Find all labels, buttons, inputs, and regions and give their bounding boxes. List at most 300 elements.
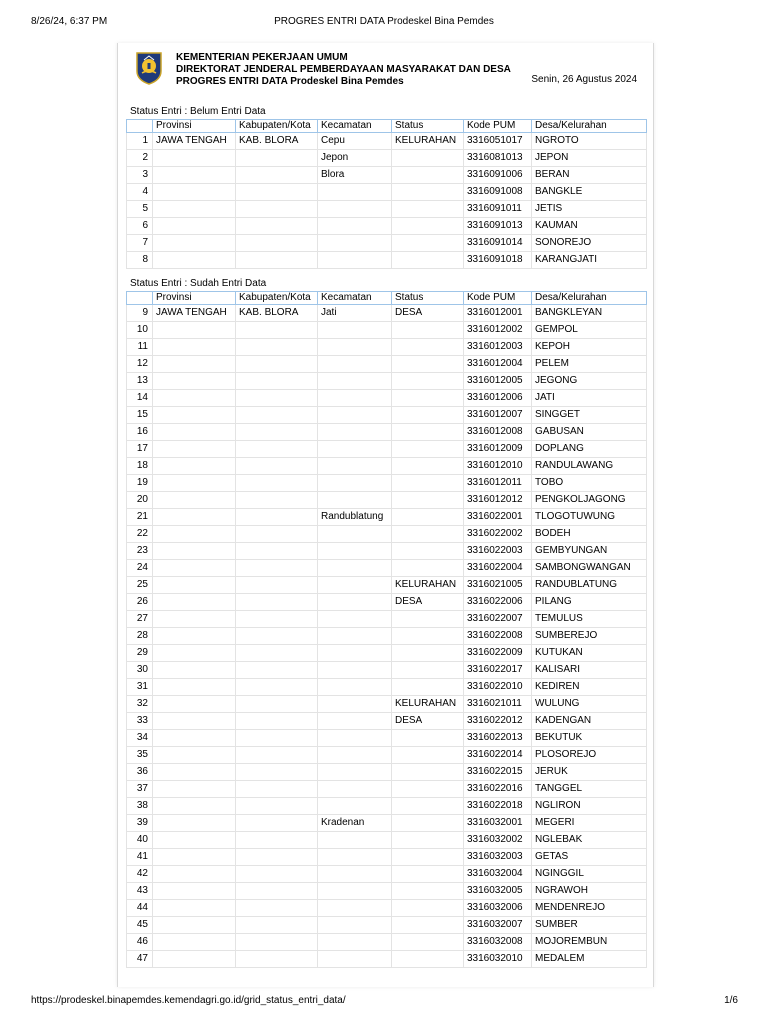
provinsi-cell (153, 356, 236, 373)
desa-cell: JEPON (532, 150, 647, 167)
row-number: 7 (127, 235, 153, 252)
provinsi-cell (153, 917, 236, 934)
kabupaten-cell (236, 184, 318, 201)
kecamatan-cell: Randublatung (318, 509, 392, 526)
desa-cell: JATI (532, 390, 647, 407)
kabupaten-cell (236, 696, 318, 713)
kode-pum-cell: 3316012002 (464, 322, 532, 339)
kabupaten-cell (236, 747, 318, 764)
desa-cell: JEGONG (532, 373, 647, 390)
kecamatan-cell (318, 628, 392, 645)
kecamatan-cell (318, 184, 392, 201)
table-row (127, 150, 647, 167)
table-row (127, 577, 647, 594)
kecamatan-cell (318, 458, 392, 475)
status-cell (392, 407, 464, 424)
provinsi-cell (153, 201, 236, 218)
provinsi-cell (153, 577, 236, 594)
desa-cell: PENGKOLJAGONG (532, 492, 647, 509)
kode-pum-cell: 3316022018 (464, 798, 532, 815)
directorate-name: DIREKTORAT JENDERAL PEMBERDAYAAN MASYARAKAT DAN DESA (176, 64, 511, 75)
kabupaten-cell (236, 492, 318, 509)
provinsi-cell (153, 883, 236, 900)
row-number: 4 (127, 184, 153, 201)
status-cell (392, 611, 464, 628)
status-cell (392, 184, 464, 201)
print-title: PROGRES ENTRI DATA Prodeskel Bina Pemdes (274, 16, 494, 27)
desa-cell: KARANGJATI (532, 252, 647, 269)
provinsi-cell (153, 645, 236, 662)
row-number: 29 (127, 645, 153, 662)
desa-cell: KALISARI (532, 662, 647, 679)
provinsi-cell (153, 713, 236, 730)
ministry-name: KEMENTERIAN PEKERJAAN UMUM (176, 52, 348, 63)
kode-pum-cell: 3316022010 (464, 679, 532, 696)
row-number: 13 (127, 373, 153, 390)
kode-pum-cell: 3316032001 (464, 815, 532, 832)
status-cell (392, 356, 464, 373)
row-number: 46 (127, 934, 153, 951)
desa-cell: JETIS (532, 201, 647, 218)
desa-cell: PILANG (532, 594, 647, 611)
section-title: Status Entri : Sudah Entri Data (130, 278, 267, 289)
kecamatan-cell (318, 201, 392, 218)
table-row (127, 815, 647, 832)
kecamatan-cell (318, 883, 392, 900)
status-cell: DESA (392, 305, 464, 322)
kabupaten-cell (236, 934, 318, 951)
status-cell (392, 543, 464, 560)
kecamatan-cell (318, 611, 392, 628)
kode-pum-cell: 3316022003 (464, 543, 532, 560)
kecamatan-cell (318, 747, 392, 764)
desa-cell: KADENGAN (532, 713, 647, 730)
status-table (126, 291, 647, 968)
desa-cell: SUMBEREJO (532, 628, 647, 645)
col-header-kabupaten: Kabupaten/Kota (236, 292, 318, 305)
kode-pum-cell: 3316032004 (464, 866, 532, 883)
row-number: 40 (127, 832, 153, 849)
kode-pum-cell: 3316021011 (464, 696, 532, 713)
kecamatan-cell (318, 424, 392, 441)
table-row (127, 832, 647, 849)
row-number: 30 (127, 662, 153, 679)
kabupaten-cell (236, 849, 318, 866)
status-cell (392, 951, 464, 968)
kode-pum-cell: 3316012003 (464, 339, 532, 356)
desa-cell: MENDENREJO (532, 900, 647, 917)
kode-pum-cell: 3316051017 (464, 133, 532, 150)
kecamatan-cell (318, 696, 392, 713)
status-cell (392, 815, 464, 832)
provinsi-cell (153, 747, 236, 764)
table-row (127, 356, 647, 373)
kabupaten-cell (236, 883, 318, 900)
row-number: 41 (127, 849, 153, 866)
kecamatan-cell (318, 475, 392, 492)
desa-cell: JERUK (532, 764, 647, 781)
kode-pum-cell: 3316022004 (464, 560, 532, 577)
table-row (127, 424, 647, 441)
row-number: 28 (127, 628, 153, 645)
kabupaten-cell (236, 951, 318, 968)
col-header-status: Status (392, 120, 464, 133)
status-cell: KELURAHAN (392, 696, 464, 713)
kode-pum-cell: 3316012011 (464, 475, 532, 492)
kecamatan-cell (318, 492, 392, 509)
table-row (127, 339, 647, 356)
table-body (127, 133, 647, 269)
kabupaten-cell (236, 373, 318, 390)
kode-pum-cell: 3316022007 (464, 611, 532, 628)
provinsi-cell (153, 543, 236, 560)
status-cell (392, 390, 464, 407)
status-cell (392, 866, 464, 883)
provinsi-cell: JAWA TENGAH (153, 133, 236, 150)
provinsi-cell (153, 218, 236, 235)
table-row (127, 560, 647, 577)
kabupaten-cell (236, 866, 318, 883)
kode-pum-cell: 3316022015 (464, 764, 532, 781)
col-header-kode-pum: Kode PUM (464, 120, 532, 133)
kecamatan-cell (318, 679, 392, 696)
kabupaten-cell (236, 832, 318, 849)
status-cell (392, 764, 464, 781)
provinsi-cell (153, 150, 236, 167)
section-belum-entri (126, 105, 645, 269)
table-row (127, 322, 647, 339)
desa-cell: BERAN (532, 167, 647, 184)
kabupaten-cell (236, 798, 318, 815)
kabupaten-cell (236, 781, 318, 798)
provinsi-cell (153, 798, 236, 815)
kabupaten-cell (236, 679, 318, 696)
table-row (127, 611, 647, 628)
row-number: 37 (127, 781, 153, 798)
kode-pum-cell: 3316012006 (464, 390, 532, 407)
kabupaten-cell: KAB. BLORA (236, 305, 318, 322)
kecamatan-cell (318, 339, 392, 356)
provinsi-cell (153, 458, 236, 475)
table-row (127, 235, 647, 252)
provinsi-cell (153, 866, 236, 883)
table-row (127, 167, 647, 184)
provinsi-cell (153, 662, 236, 679)
provinsi-cell (153, 322, 236, 339)
kabupaten-cell (236, 526, 318, 543)
kabupaten-cell (236, 424, 318, 441)
table-row (127, 458, 647, 475)
desa-cell: GEMBYUNGAN (532, 543, 647, 560)
kode-pum-cell: 3316032010 (464, 951, 532, 968)
kecamatan-cell (318, 730, 392, 747)
row-number: 34 (127, 730, 153, 747)
status-cell (392, 900, 464, 917)
table-row (127, 645, 647, 662)
row-number: 20 (127, 492, 153, 509)
desa-cell: KAUMAN (532, 218, 647, 235)
page-url: https://prodeskel.binapemdes.kemendagri.go.id/grid_status_entri_data/ (31, 995, 346, 1006)
desa-cell: KEPOH (532, 339, 647, 356)
kode-pum-cell: 3316091006 (464, 167, 532, 184)
desa-cell: NGINGGIL (532, 866, 647, 883)
kecamatan-cell (318, 713, 392, 730)
kabupaten-cell (236, 713, 318, 730)
row-number: 35 (127, 747, 153, 764)
kabupaten-cell (236, 594, 318, 611)
desa-cell: DOPLANG (532, 441, 647, 458)
row-number: 31 (127, 679, 153, 696)
status-cell (392, 832, 464, 849)
kecamatan-cell (318, 252, 392, 269)
kecamatan-cell (318, 218, 392, 235)
status-cell (392, 339, 464, 356)
row-number: 43 (127, 883, 153, 900)
status-cell: KELURAHAN (392, 133, 464, 150)
status-cell (392, 235, 464, 252)
kecamatan-cell (318, 390, 392, 407)
provinsi-cell (153, 611, 236, 628)
kode-pum-cell: 3316012007 (464, 407, 532, 424)
report-date: Senin, 26 Agustus 2024 (531, 74, 637, 85)
kode-pum-cell: 3316032006 (464, 900, 532, 917)
status-cell (392, 781, 464, 798)
desa-cell: MOJOREMBUN (532, 934, 647, 951)
row-number: 15 (127, 407, 153, 424)
kabupaten-cell (236, 218, 318, 235)
table-row (127, 679, 647, 696)
kabupaten-cell (236, 560, 318, 577)
provinsi-cell (153, 934, 236, 951)
print-footer (0, 995, 768, 1009)
kabupaten-cell (236, 167, 318, 184)
status-cell (392, 917, 464, 934)
row-number: 18 (127, 458, 153, 475)
desa-cell: NGLEBAK (532, 832, 647, 849)
provinsi-cell (153, 424, 236, 441)
status-cell (392, 662, 464, 679)
row-number: 12 (127, 356, 153, 373)
table-row (127, 133, 647, 150)
kabupaten-cell (236, 577, 318, 594)
table-row (127, 628, 647, 645)
row-number: 22 (127, 526, 153, 543)
kabupaten-cell (236, 235, 318, 252)
desa-cell: TLOGOTUWUNG (532, 509, 647, 526)
kode-pum-cell: 3316032002 (464, 832, 532, 849)
row-number: 11 (127, 339, 153, 356)
table-row (127, 764, 647, 781)
row-number: 33 (127, 713, 153, 730)
status-cell (392, 441, 464, 458)
kode-pum-cell: 3316032005 (464, 883, 532, 900)
row-number: 9 (127, 305, 153, 322)
kemendagri-emblem-icon (134, 51, 164, 85)
col-header-no (127, 120, 153, 133)
table-row (127, 781, 647, 798)
status-cell (392, 373, 464, 390)
provinsi-cell (153, 900, 236, 917)
kabupaten-cell (236, 201, 318, 218)
kode-pum-cell: 3316091011 (464, 201, 532, 218)
report-heading (176, 52, 511, 88)
table-row (127, 407, 647, 424)
table-row (127, 526, 647, 543)
row-number: 23 (127, 543, 153, 560)
desa-cell: PELEM (532, 356, 647, 373)
status-cell (392, 679, 464, 696)
status-cell (392, 322, 464, 339)
status-cell (392, 458, 464, 475)
provinsi-cell (153, 730, 236, 747)
row-number: 39 (127, 815, 153, 832)
provinsi-cell (153, 781, 236, 798)
kabupaten-cell: KAB. BLORA (236, 133, 318, 150)
kode-pum-cell: 3316022008 (464, 628, 532, 645)
kabupaten-cell (236, 322, 318, 339)
row-number: 45 (127, 917, 153, 934)
row-number: 26 (127, 594, 153, 611)
desa-cell: SUMBER (532, 917, 647, 934)
kode-pum-cell: 3316022017 (464, 662, 532, 679)
kecamatan-cell: Cepu (318, 133, 392, 150)
status-cell (392, 252, 464, 269)
kode-pum-cell: 3316032008 (464, 934, 532, 951)
table-body (127, 305, 647, 968)
status-cell (392, 150, 464, 167)
kabupaten-cell (236, 815, 318, 832)
kode-pum-cell: 3316022016 (464, 781, 532, 798)
kecamatan-cell (318, 577, 392, 594)
kecamatan-cell (318, 917, 392, 934)
table-row (127, 849, 647, 866)
kode-pum-cell: 3316022013 (464, 730, 532, 747)
kecamatan-cell (318, 866, 392, 883)
table-row (127, 475, 647, 492)
kecamatan-cell (318, 849, 392, 866)
desa-cell: GEMPOL (532, 322, 647, 339)
col-header-kecamatan: Kecamatan (318, 292, 392, 305)
status-cell (392, 798, 464, 815)
desa-cell: GABUSAN (532, 424, 647, 441)
kecamatan-cell (318, 645, 392, 662)
table-row (127, 218, 647, 235)
kabupaten-cell (236, 441, 318, 458)
kode-pum-cell: 3316012009 (464, 441, 532, 458)
kode-pum-cell: 3316091013 (464, 218, 532, 235)
kode-pum-cell: 3316012012 (464, 492, 532, 509)
col-header-no (127, 292, 153, 305)
row-number: 10 (127, 322, 153, 339)
provinsi-cell (153, 951, 236, 968)
status-cell (392, 645, 464, 662)
table-row (127, 441, 647, 458)
kecamatan-cell (318, 798, 392, 815)
kecamatan-cell (318, 832, 392, 849)
table-header-row (127, 120, 647, 133)
col-header-kabupaten: Kabupaten/Kota (236, 120, 318, 133)
print-datetime: 8/26/24, 6:37 PM (31, 16, 108, 27)
row-number: 8 (127, 252, 153, 269)
kabupaten-cell (236, 509, 318, 526)
kabupaten-cell (236, 150, 318, 167)
provinsi-cell (153, 441, 236, 458)
kode-pum-cell: 3316022001 (464, 509, 532, 526)
kabupaten-cell (236, 611, 318, 628)
row-number: 42 (127, 866, 153, 883)
kode-pum-cell: 3316012005 (464, 373, 532, 390)
table-row (127, 866, 647, 883)
kode-pum-cell: 3316032003 (464, 849, 532, 866)
table-row (127, 883, 647, 900)
section-title: Status Entri : Belum Entri Data (130, 106, 266, 117)
report-sheet (117, 43, 654, 987)
kecamatan-cell (318, 951, 392, 968)
kode-pum-cell: 3316012008 (464, 424, 532, 441)
row-number: 5 (127, 201, 153, 218)
desa-cell: NGRAWOH (532, 883, 647, 900)
col-header-kode-pum: Kode PUM (464, 292, 532, 305)
row-number: 27 (127, 611, 153, 628)
kecamatan-cell (318, 373, 392, 390)
table-row (127, 662, 647, 679)
kabupaten-cell (236, 475, 318, 492)
desa-cell: BEKUTUK (532, 730, 647, 747)
table-row (127, 373, 647, 390)
status-cell (392, 492, 464, 509)
desa-cell: BODEH (532, 526, 647, 543)
status-cell: KELURAHAN (392, 577, 464, 594)
provinsi-cell (153, 373, 236, 390)
provinsi-cell (153, 339, 236, 356)
desa-cell: WULUNG (532, 696, 647, 713)
provinsi-cell (153, 509, 236, 526)
table-row (127, 201, 647, 218)
kabupaten-cell (236, 252, 318, 269)
kabupaten-cell (236, 458, 318, 475)
kecamatan-cell (318, 356, 392, 373)
kabupaten-cell (236, 390, 318, 407)
status-cell (392, 167, 464, 184)
kecamatan-cell (318, 934, 392, 951)
status-cell: DESA (392, 713, 464, 730)
row-number: 24 (127, 560, 153, 577)
status-cell: DESA (392, 594, 464, 611)
kode-pum-cell: 3316022009 (464, 645, 532, 662)
provinsi-cell (153, 475, 236, 492)
kode-pum-cell: 3316012004 (464, 356, 532, 373)
desa-cell: MEDALEM (532, 951, 647, 968)
table-row (127, 492, 647, 509)
desa-cell: SINGGET (532, 407, 647, 424)
status-cell (392, 424, 464, 441)
kode-pum-cell: 3316012001 (464, 305, 532, 322)
kecamatan-cell (318, 322, 392, 339)
provinsi-cell (153, 849, 236, 866)
provinsi-cell (153, 167, 236, 184)
provinsi-cell (153, 832, 236, 849)
kabupaten-cell (236, 645, 318, 662)
kecamatan-cell (318, 764, 392, 781)
kecamatan-cell: Kradenan (318, 815, 392, 832)
desa-cell: PLOSOREJO (532, 747, 647, 764)
row-number: 3 (127, 167, 153, 184)
row-number: 44 (127, 900, 153, 917)
status-cell (392, 849, 464, 866)
row-number: 17 (127, 441, 153, 458)
desa-cell: GETAS (532, 849, 647, 866)
table-row (127, 252, 647, 269)
